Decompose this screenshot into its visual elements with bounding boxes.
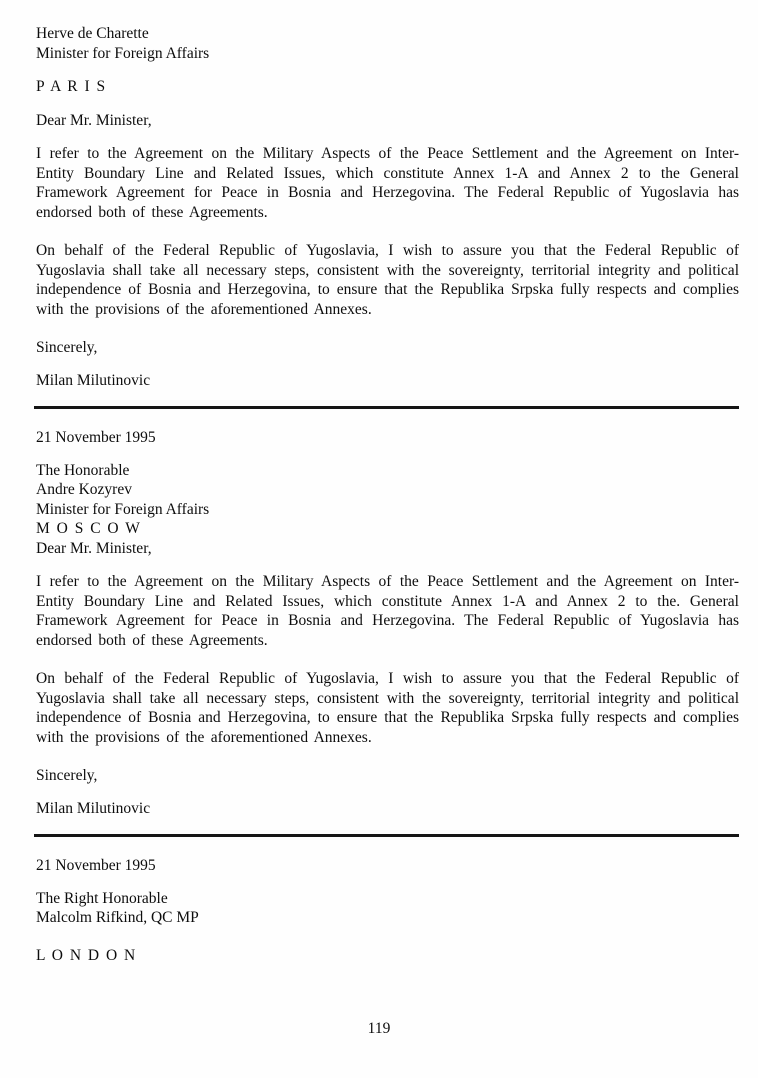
letter-london <box>36 856 739 965</box>
letter-paragraph: On behalf of the Federal Republic of Yugoslavia, I wish to assure you that the Federal Republic of Yugoslavia shall take all necessary steps, consistent with the sovereignty, territorial integrity and political independence of Bosnia and Herzegovina, to ensure that the Republika Srpska fully respects and complies with the provisions of the aforementioned Annexes. <box>36 242 739 318</box>
letter-paragraph: I refer to the Agreement on the Military Aspects of the Peace Settlement and the Agreement on Inter-Entity Boundary Line and Related Issues, which constitute Annex 1-A and Annex 2 to the General Framework Agreement for Peace in Bosnia and Herzegovina. The Federal Republic of Yugoslavia has endorsed both of these Agreements. <box>36 145 739 221</box>
letter-moscow <box>36 428 739 818</box>
letter-paragraph: I refer to the Agreement on the Military Aspects of the Peace Settlement and the Agreement on Inter-Entity Boundary Line and Related Issues, which constitute Annex 1-A and Annex 2 to the. General Framework Agreement for Peace in Bosnia and Herzegovina. The Federal Republic of Yugoslavia has endorsed both of these Agreements. <box>36 573 739 649</box>
section-divider <box>34 834 739 837</box>
recipient-city: P A R I S <box>36 78 107 95</box>
salutation: Dear Mr. Minister, <box>36 539 152 557</box>
recipient-title: Minister for Foreign Affairs <box>36 500 210 518</box>
recipient-city: L O N D O N <box>36 946 137 964</box>
recipient-honorific: The Right Honorable <box>36 889 168 907</box>
recipient-honorific: The Honorable <box>36 461 130 479</box>
letter-date: 21 November 1995 <box>36 857 156 874</box>
letter-date: 21 November 1995 <box>36 429 156 446</box>
closing: Sincerely, <box>36 767 98 784</box>
signature: Milan Milutinovic <box>36 371 151 389</box>
letter-paragraph: On behalf of the Federal Republic of Yugoslavia, I wish to assure you that the Federal Republic of Yugoslavia shall take all necessary steps, consistent with the sovereignty, territorial integrity and political independence of Bosnia and Herzegovina, to ensure that the Republika Srpska fully respects and complies with the provisions of the aforementioned Annexes. <box>36 670 739 746</box>
signature: Milan Milutinovic <box>36 799 151 817</box>
recipient-name: Andre Kozyrev <box>36 481 132 498</box>
page-number: 119 <box>367 1019 391 1037</box>
letter-paris <box>36 24 739 390</box>
section-divider <box>34 406 739 409</box>
recipient-name: Herve de Charette <box>36 25 149 42</box>
recipient-name: Malcolm Rifkind, QC MP <box>36 909 199 926</box>
closing: Sincerely, <box>36 339 98 356</box>
recipient-city: M O S C O W <box>36 520 142 537</box>
salutation: Dear Mr. Minister, <box>36 111 152 129</box>
recipient-title: Minister for Foreign Affairs <box>36 44 210 62</box>
